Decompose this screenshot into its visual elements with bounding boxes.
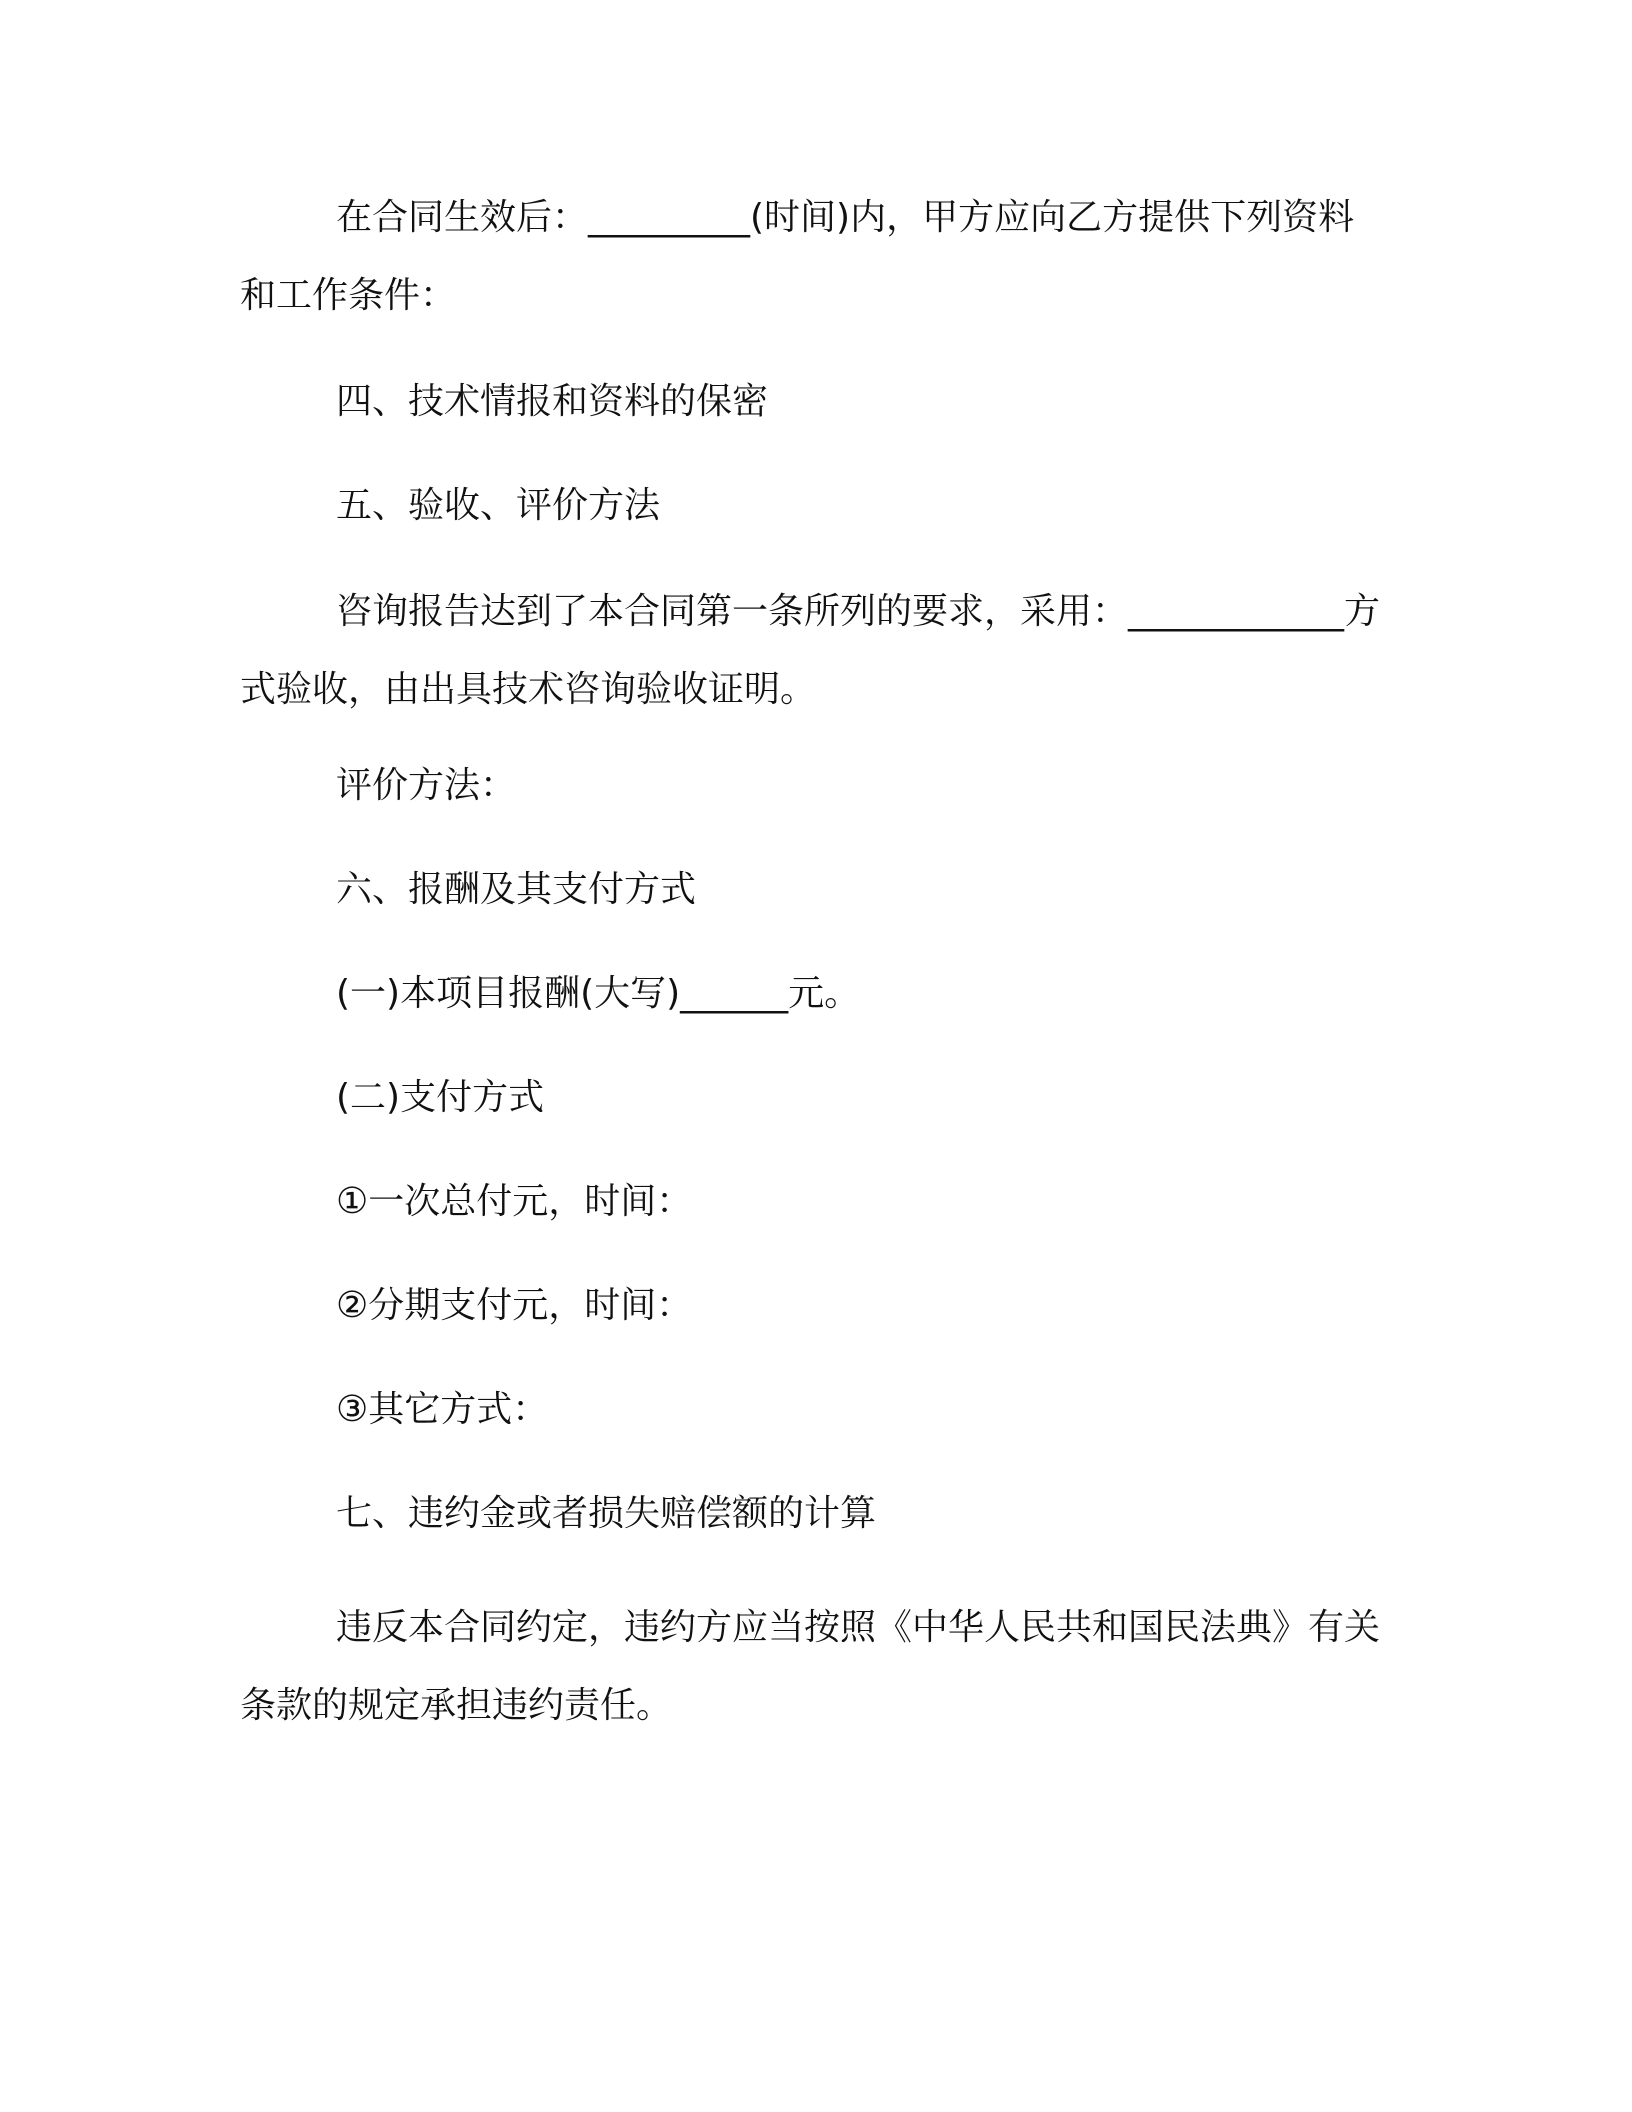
section-heading-acceptance xyxy=(240,467,1380,545)
paragraph-text: (二)支付方式 xyxy=(336,1077,545,1118)
paragraph-fee-amount xyxy=(240,955,1380,1033)
paragraph-text: ①一次总付元，时间： xyxy=(336,1181,693,1222)
list-item-lump-sum xyxy=(240,1163,1380,1241)
list-item-installments xyxy=(240,1267,1380,1345)
paragraph-text: (一)本项目报酬(大写)______元。 xyxy=(336,973,861,1014)
paragraph-text: 七、违约金或者损失赔偿额的计算 xyxy=(336,1493,877,1534)
paragraph-text: 五、验收、评价方法 xyxy=(336,485,661,526)
section-heading-payment xyxy=(240,851,1380,929)
paragraph-text: 四、技术情报和资料的保密 xyxy=(336,381,769,422)
paragraph-text: ③其它方式： xyxy=(336,1389,549,1430)
paragraph-provide-materials xyxy=(240,179,1380,335)
paragraph-evaluation-method xyxy=(240,747,1380,825)
list-item-other xyxy=(240,1371,1380,1449)
paragraph-text: ②分期支付元，时间： xyxy=(336,1285,693,1326)
paragraph-text: 六、报酬及其支付方式 xyxy=(336,869,697,910)
section-heading-confidentiality xyxy=(240,363,1380,441)
paragraph-text: 违反本合同约定，违约方应当按照《中华人民共和国民法典》有关条款的规定承担违约责任。 xyxy=(240,1607,1381,1726)
paragraph-breach-liability xyxy=(240,1589,1380,1745)
paragraph-payment-method xyxy=(240,1059,1380,1137)
paragraph-text: 咨询报告达到了本合同第一条所列的要求，采用：____________方式验收，由出具技术咨询验收证明。 xyxy=(240,591,1381,710)
paragraph-acceptance-method xyxy=(240,573,1380,729)
paragraph-text: 在合同生效后：_________(时间)内，甲方应向乙方提供下列资料和工作条件： xyxy=(240,197,1355,316)
paragraph-text: 评价方法： xyxy=(336,765,517,806)
section-heading-liquidated-damages xyxy=(240,1475,1380,1553)
